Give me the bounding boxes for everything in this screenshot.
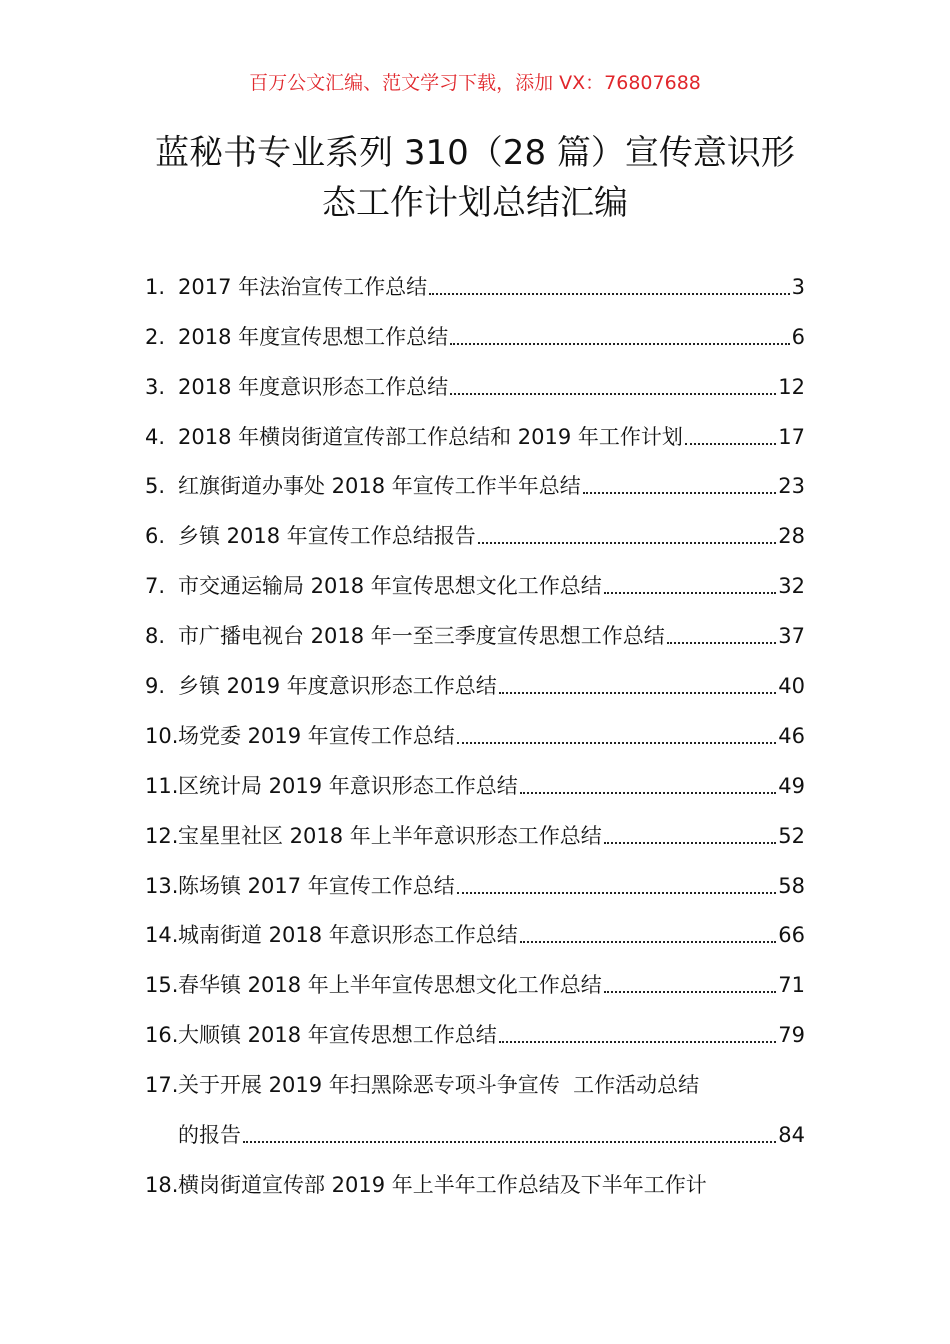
toc-number: 13. — [145, 873, 179, 898]
toc-number: 1. — [145, 274, 166, 299]
toc-number: 10. — [145, 723, 179, 748]
toc-page: 66 — [778, 923, 805, 948]
toc-entry[interactable] — [145, 404, 805, 454]
dot-leader — [499, 692, 776, 694]
toc-page: 71 — [778, 973, 805, 998]
toc-title: 的报告 — [178, 1123, 241, 1148]
toc-title: 关于开展 2019 年扫黑除恶专项斗争宣传 工作活动总结 — [178, 1073, 700, 1098]
toc-title: 乡镇 2019 年度意识形态工作总结 — [178, 674, 497, 699]
toc-entry[interactable] — [145, 753, 805, 803]
toc-number: 11. — [145, 773, 179, 798]
toc-number: 7. — [145, 574, 166, 599]
dot-leader — [457, 892, 776, 894]
header-banner: 百万公文汇编、范文学习下载，添加 VX：76807688 — [249, 72, 701, 94]
toc-number: 3. — [145, 374, 166, 399]
toc-number: 18. — [145, 1172, 179, 1197]
dot-leader — [429, 293, 790, 295]
toc-entry[interactable] — [145, 952, 805, 1002]
toc-number: 4. — [145, 424, 166, 449]
toc-title: 场党委 2019 年宣传工作总结 — [178, 723, 455, 748]
toc-number: 5. — [145, 474, 166, 499]
toc-number: 9. — [145, 674, 166, 699]
dot-leader — [667, 642, 776, 644]
toc-page: 3 — [791, 274, 805, 299]
toc-entry[interactable] — [145, 304, 805, 354]
toc-title: 大顺镇 2018 年宣传思想工作总结 — [178, 1023, 497, 1048]
toc-page: 79 — [778, 1023, 805, 1048]
toc-page: 52 — [778, 823, 805, 848]
toc-title: 区统计局 2019 年意识形态工作总结 — [178, 773, 518, 798]
toc-title: 乡镇 2018 年宣传工作总结报告 — [178, 524, 476, 549]
toc-page: 58 — [778, 873, 805, 898]
toc-page: 32 — [778, 574, 805, 599]
toc-page: 84 — [778, 1123, 805, 1148]
toc-entry[interactable] — [145, 254, 805, 304]
toc-page: 6 — [791, 324, 805, 349]
toc-title: 2018 年横岗街道宣传部工作总结和 2019 年工作计划 — [178, 424, 683, 449]
toc-number: 15. — [145, 973, 179, 998]
toc-title: 陈场镇 2017 年宣传工作总结 — [178, 873, 455, 898]
toc-title: 宝星里社区 2018 年上半年意识形态工作总结 — [178, 823, 602, 848]
title-line-2: 态工作计划总结汇编 — [322, 183, 628, 223]
toc-entry[interactable] — [145, 503, 805, 553]
toc-entry[interactable] — [145, 653, 805, 703]
title-line-1: 蓝秘书专业系列 310（28 篇）宣传意识形 — [155, 133, 795, 173]
dot-leader — [604, 592, 776, 594]
toc-title: 春华镇 2018 年上半年宣传思想文化工作总结 — [178, 973, 602, 998]
toc-number: 2. — [145, 324, 166, 349]
dot-leader — [450, 343, 790, 345]
toc-title: 2017 年法治宣传工作总结 — [178, 274, 428, 299]
toc-entry[interactable] — [145, 1152, 805, 1202]
toc-page: 40 — [778, 674, 805, 699]
toc-title: 横岗街道宣传部 2019 年上半年工作总结及下半年工作计 — [178, 1172, 707, 1197]
dot-leader — [685, 443, 776, 445]
toc-number: 6. — [145, 524, 166, 549]
toc-title: 城南街道 2018 年意识形态工作总结 — [178, 923, 518, 948]
toc-number: 14. — [145, 923, 179, 948]
dot-leader — [243, 1141, 776, 1143]
dot-leader — [604, 991, 776, 993]
dot-leader — [457, 742, 776, 744]
toc-title: 2018 年度意识形态工作总结 — [178, 374, 449, 399]
toc-entry[interactable] — [145, 454, 805, 504]
toc-entry[interactable] — [145, 703, 805, 753]
dot-leader — [450, 393, 776, 395]
dot-leader — [520, 792, 776, 794]
toc-entry[interactable] — [145, 803, 805, 853]
toc-entry[interactable] — [145, 603, 805, 653]
toc-title: 市广播电视台 2018 年一至三季度宣传思想工作总结 — [178, 624, 665, 649]
toc-entry-continuation[interactable] — [145, 1102, 805, 1152]
dot-leader — [520, 941, 776, 943]
toc-entry[interactable] — [145, 903, 805, 953]
table-of-contents — [145, 254, 805, 1202]
toc-entry[interactable] — [145, 853, 805, 903]
toc-title: 市交通运输局 2018 年宣传思想文化工作总结 — [178, 574, 602, 599]
toc-page: 49 — [778, 773, 805, 798]
toc-title: 2018 年度宣传思想工作总结 — [178, 324, 449, 349]
toc-number: 17. — [145, 1073, 179, 1098]
toc-page: 23 — [778, 474, 805, 499]
document-title — [120, 128, 830, 228]
toc-entry[interactable] — [145, 553, 805, 603]
toc-page: 46 — [778, 723, 805, 748]
dot-leader — [583, 492, 776, 494]
toc-page: 37 — [778, 624, 805, 649]
toc-title: 红旗街道办事处 2018 年宣传工作半年总结 — [178, 474, 581, 499]
toc-page: 12 — [778, 374, 805, 399]
toc-entry[interactable] — [145, 354, 805, 404]
dot-leader — [499, 1041, 776, 1043]
dot-leader — [604, 842, 776, 844]
toc-page: 17 — [778, 424, 805, 449]
toc-page: 28 — [778, 524, 805, 549]
toc-entry[interactable] — [145, 1002, 805, 1052]
toc-number: 12. — [145, 823, 179, 848]
dot-leader — [478, 542, 776, 544]
toc-number: 16. — [145, 1023, 179, 1048]
toc-entry[interactable] — [145, 1052, 805, 1102]
toc-number: 8. — [145, 624, 166, 649]
